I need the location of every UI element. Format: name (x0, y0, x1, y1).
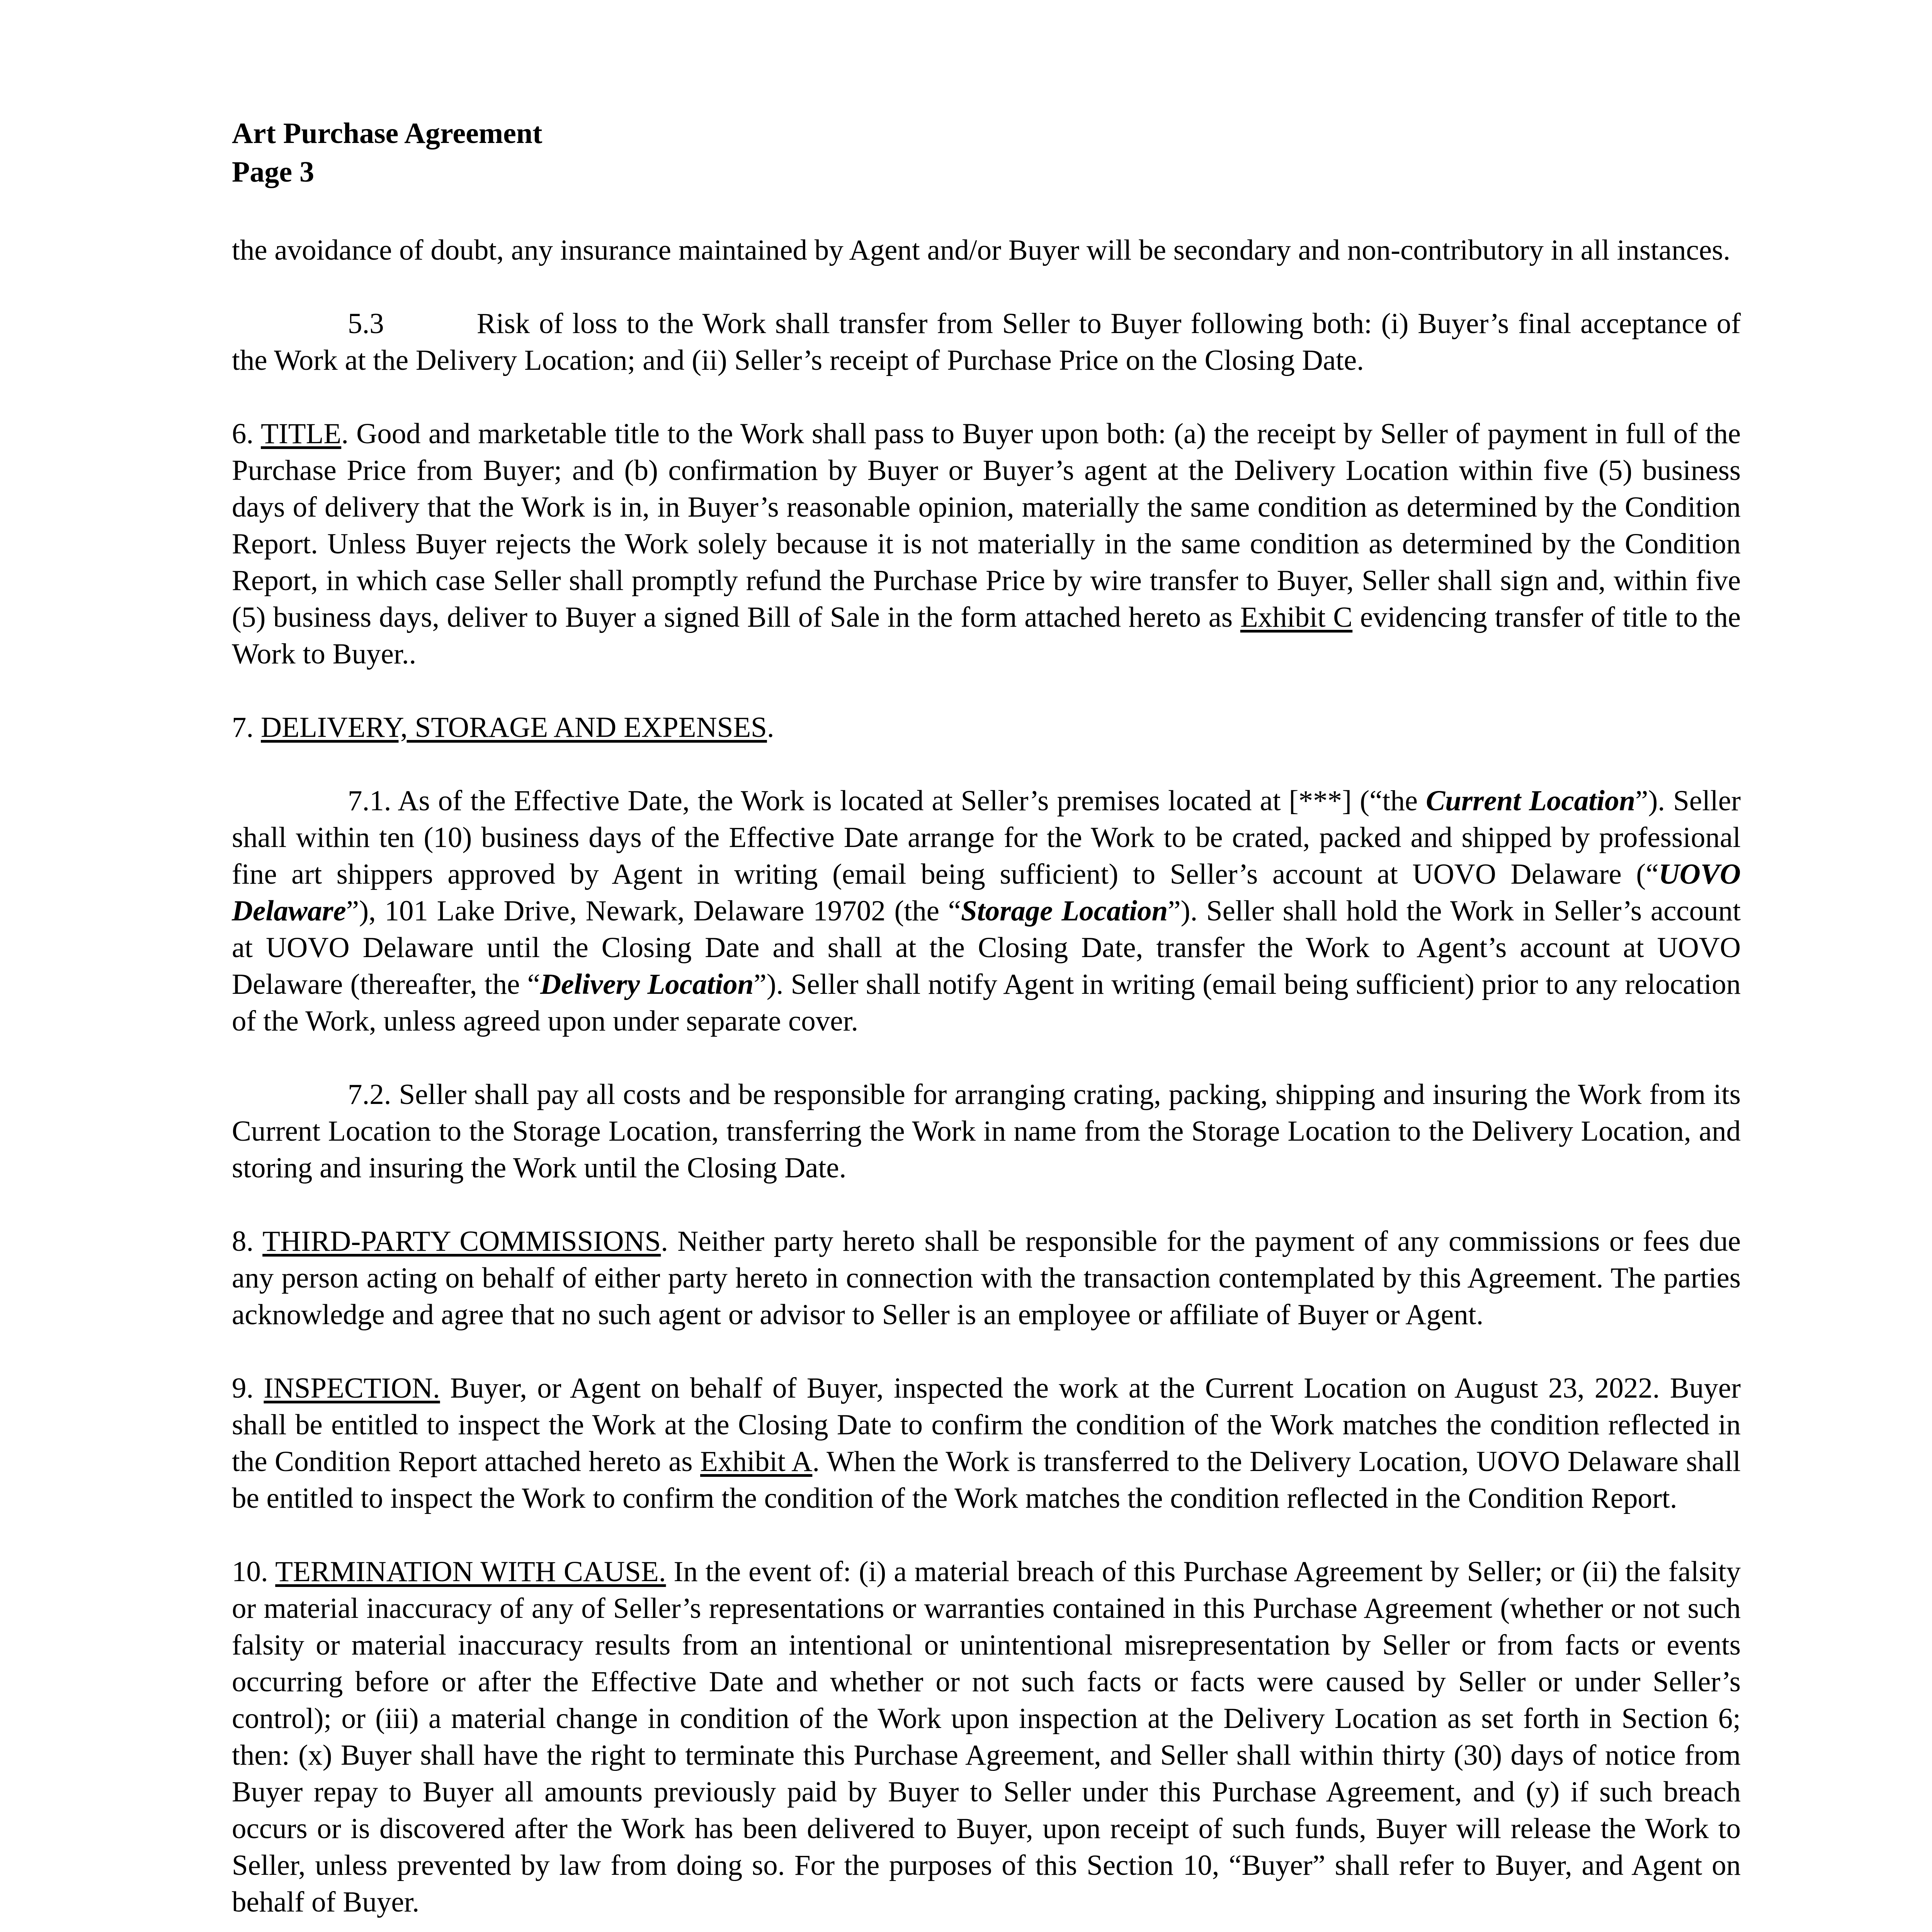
section-7-1-text-5: ”). Seller shall notify Agent in writing (email being sufficient) prior to any relocation of the Work, unless agreed upon under separate cover. (232, 968, 1741, 1037)
page-number: Page 3 (232, 156, 315, 188)
section-5-3 (232, 305, 1741, 379)
section-7-heading-line (232, 709, 1741, 746)
section-7-number: 7. (232, 711, 254, 743)
section-9-text-b: . When the Work is transferred to the Delivery Location, UOVO Delaware shall be entitled to inspect the Work to confirm the condition of the Work matches the condition reflected in the Condition Report. (232, 1446, 1741, 1514)
document-body (232, 232, 1741, 1932)
section-6-number: 6. (232, 418, 254, 450)
section-7-1 (232, 782, 1741, 1039)
page-header (232, 114, 542, 191)
section-7-2: 7.2. Seller shall pay all costs and be responsible for arranging crating, packing, shipping and insuring the Work from its Current Location to the Storage Location, transferring the Work in name from the Storage Location to the Delivery Location, and storing and insuring the Work until the Closing Date. (232, 1078, 1741, 1184)
exhibit-c-reference: Exhibit C (1240, 601, 1353, 633)
section-8-number: 8. (232, 1225, 254, 1257)
term-storage-location: Storage Location (961, 895, 1168, 927)
section-6-text-a: . Good and marketable title to the Work shall pass to Buyer upon both: (a) the receipt by Seller of payment in full of the Purchase Price from Buyer; and (b) confirmation by Buyer or Buyer’s agent at the Delivery Location within five (5) business days of delivery that the Work is in, in Buyer’s reasonable opinion, materially the same condition as determined by the Condition Report. Unless Buyer rejects the Work solely because it is not materially in the same condition as determined by the Condition Report, in which case Seller shall promptly refund the Purchase Price by wire transfer to Buyer, Seller shall sign and, within five (5) business days, deliver to Buyer a signed Bill of Sale in the form attached hereto as (232, 418, 1741, 633)
section-7-1-text-2: ”). Seller shall within ten (10) business days of the Effective Date arrange for the Work to be crated, packed and shipped by professional fine art shippers approved by Agent in writing (email being sufficient) to Seller’s account at UOVO Delaware (“ (232, 785, 1741, 890)
term-delivery-location: Delivery Location (540, 968, 754, 1000)
section-9-heading: INSPECTION. (264, 1372, 440, 1404)
section-5-3-number: 5.3 (348, 308, 384, 340)
section-9 (232, 1370, 1741, 1517)
section-7-1-text-1: 7.1. As of the Effective Date, the Work is located at Seller’s premises located at [***] (“the (348, 785, 1418, 817)
section-6 (232, 415, 1741, 672)
paragraph-intro: the avoidance of doubt, any insurance maintained by Agent and/or Buyer will be secondary and non-contributory in all instances. (232, 234, 1731, 266)
section-8-heading: THIRD-PARTY COMMISSIONS (262, 1225, 661, 1257)
section-6-heading: TITLE (261, 418, 342, 450)
section-7-heading-end: . (767, 711, 774, 743)
document-title: Art Purchase Agreement (232, 117, 543, 150)
section-5-3-text: Risk of loss to the Work shall transfer from Seller to Buyer following both: (i) Buyer’s final acceptance of the Work at the Delivery Location; and (ii) Seller’s receipt of Purchase Price on the Closing Date. (232, 308, 1741, 376)
section-10-text: In the event of: (i) a material breach of this Purchase Agreement by Seller; or (ii) the falsity or material inaccuracy of any of Seller’s representations or warranties contained in this Purchase Agreement (whether or not such falsity or material inaccuracy results from an intentional or unintentional misrepresentation by Seller or from facts or events occurring before or after the Effective Date and whether or not such facts or facts were caused by Seller or under Seller’s control); or (iii) a material change in condition of the Work upon inspection at the Delivery Location as set forth in Section 6; then: (x) Buyer shall have the right to terminate this Purchase Agreement, and Seller shall within thirty (30) days of notice from Buyer repay to Buyer all amounts previously paid by Buyer to Seller under this Purchase Agreement, and (y) if such breach occurs or is discovered after the Work has been delivered to Buyer, upon receipt of such funds, Buyer will release the Work to Seller, unless prevented by law from doing so. For the purposes of this Section 10, “Buyer” shall refer to Buyer, and Agent on behalf of Buyer. (232, 1556, 1741, 1918)
section-9-number: 9. (232, 1372, 254, 1404)
section-8 (232, 1223, 1741, 1333)
section-7-1-text-3: ”), 101 Lake Drive, Newark, Delaware 19702 (the “ (346, 895, 961, 927)
section-10 (232, 1553, 1741, 1920)
section-10-number: 10. (232, 1556, 268, 1588)
section-10-heading: TERMINATION WITH CAUSE. (275, 1556, 666, 1588)
term-uovo-delaware: UOVO Delaware (232, 858, 1741, 927)
section-9-text-a: Buyer, or Agent on behalf of Buyer, inspected the work at the Current Location on August 23, 2022. Buyer shall be entitled to inspect the Work at the Closing Date to confirm the condition of the Work matches the condition reflected in the Condition Report attached hereto as (232, 1372, 1741, 1478)
section-8-text: . Neither party hereto shall be responsible for the payment of any commissions or fees due any person acting on behalf of either party hereto in connection with the transaction contemplated by this Agreement. The parties acknowledge and agree that no such agent or advisor to Seller is an employee or affiliate of Buyer or Agent. (232, 1225, 1741, 1331)
term-current-location: Current Location (1426, 785, 1636, 817)
section-7-1-text-4: ”). Seller shall hold the Work in Seller’s account at UOVO Delaware until the Closing Date and shall at the Closing Date, transfer the Work to Agent’s account at UOVO Delaware (thereafter, the “ (232, 895, 1741, 1000)
exhibit-a-reference: Exhibit A (700, 1446, 813, 1478)
section-6-text-b: evidencing transfer of title to the Work to Buyer.. (232, 601, 1741, 670)
section-7-heading: DELIVERY, STORAGE AND EXPENSES (261, 711, 767, 743)
